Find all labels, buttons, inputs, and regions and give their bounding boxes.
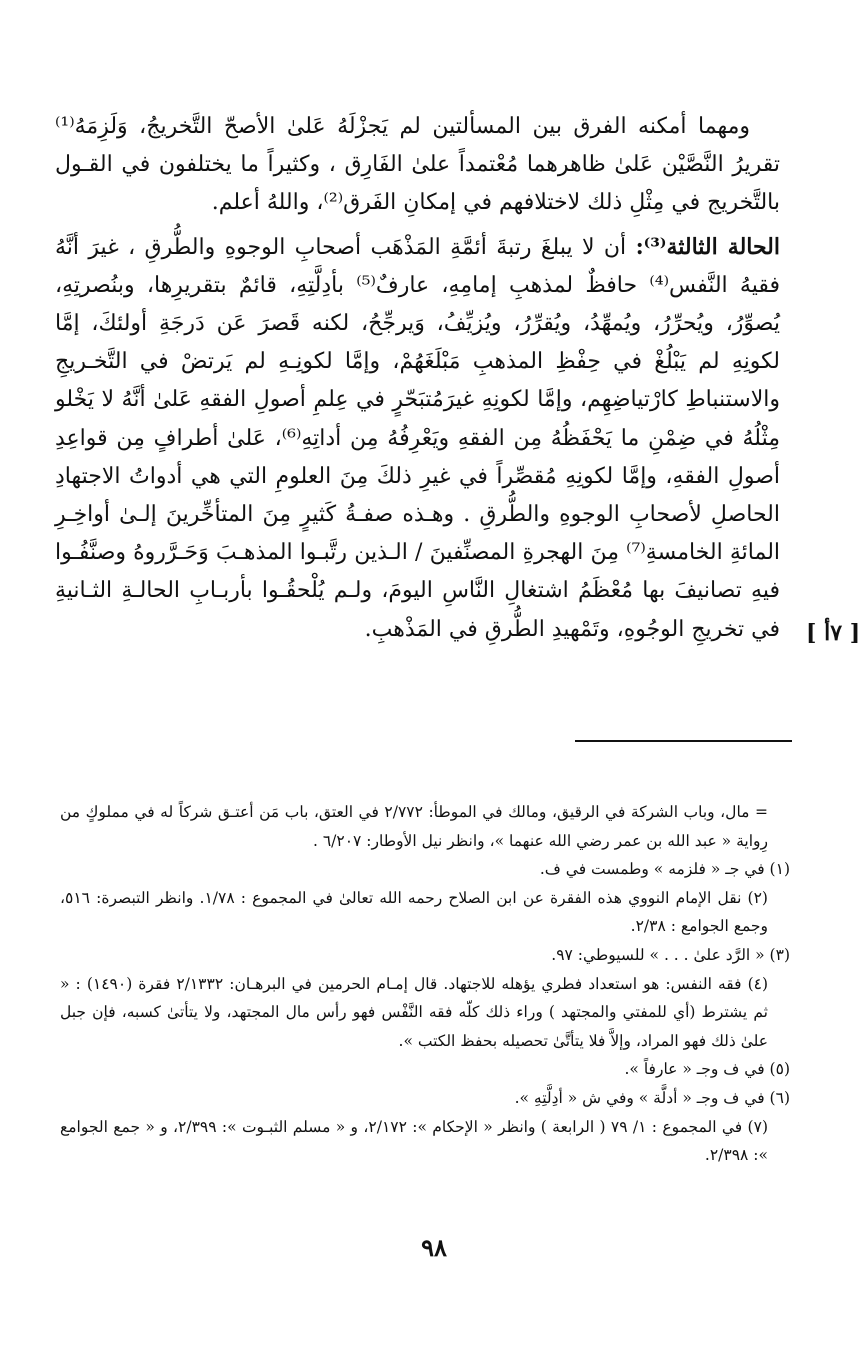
section-heading: الحالة الثالثة⁽³⁾:	[635, 233, 781, 260]
footnote-1: (١) في جـ « فلزمه » وطمست في ف.	[539, 860, 790, 879]
page-number: ٩٨	[421, 1233, 447, 1262]
paragraph-1: ومهما أمكنه الفرق بين المسألتين لم يَجزْلَهُ عَلىٰ الأصحّ التَّخريجُ، وَلَزِمَهُ⁽¹⁾ تقريرُ النَّصَّيْن عَلىٰ ظاهرهما مُعْتمداً علىٰ الفَارِق ، وكثيراً ما يختلفون في القـول بالتَّخريج في مِثْلِ ذلك لاختلافهم في إمكانِ الفَرق⁽²⁾، واللهُ أعلم.	[55, 114, 780, 216]
footnote-2: (٢) نقل الإمام النووي هذه الفقرة عن ابن الصلاح رحمه الله تعالىٰ في المجموع : ١/٧٨. وانظر التبصرة: ٥١٦، وجمع الجوامع : ٢/٣٨.	[60, 888, 768, 936]
footnotes	[60, 798, 790, 1170]
footnote-5: (٥) في ف وجـ « عارفاً ».	[624, 1060, 790, 1079]
main-text	[55, 108, 780, 649]
footnote-continued: = مال، وباب الشركة في الرقيق، ومالك في الموطأ: ٢/٧٧٢ في العتق، باب مَن أعتـق شركاً له في مملوكٍ من رِواية « عبد الله بن عمر رضي الله عنهما »، وانظر نيل الأوطار: ٦/٢٠٧ .	[60, 803, 768, 850]
manuscript-folio-marker: [ ٧أ ]	[806, 620, 861, 646]
footnote-3: (٣) « الرَّد علىٰ . . . » للسيوطي: ٩٧.	[551, 945, 790, 964]
paragraph-2	[55, 228, 780, 649]
footnote-separator	[575, 740, 792, 742]
footnote-4: (٤) فقه النفس: هو استعداد فطري يؤهله للاجتهاد. قال إمـام الحرمين في البرهـان: ٢/١٣٣٢ فقرة (١٤٩٠) : « ثم يشترط (أي للمفتي والمجتهد ) وراء ذلك كلّه فقه النَّفْس فهو رأس مال المجتهد، ولا يتأتىٰ كسبه، فإن جبل علىٰ ذلك فهو المراد، وإلاَّ فلا يتأتَّىٰ تحصيله بحفظ الكتب ».	[60, 974, 769, 1050]
paragraph-2-body: أن لا يبلغَ رتبةَ أئمَّةِ المَذْهَب أصحابِ الوجوهِ والطُّرقِ ، غيرَ أنَّهُ فقيهُ النَّفس⁽⁴⁾ حافظٌ لمذهبِ إمامِهِ، عارفٌ⁽⁵⁾ بأدِلَّتِهِ، قائمٌ بتقريرِها، وبنُصرتِهِ، يُصوِّرُ، ويُحرِّرُ، ويُمهِّدُ، ويُقرِّرُ، ويُزيِّفُ، وَيرجِّحُ، لكنه قَصرَ عَن دَرجَةِ أولئكَ، إمَّا لكونِهِ لم يَبْلُغْ في حِفْظِ المذهبِ مَبْلَغَهُمْ، وإمَّا لكونِـهِ لم يَرتضْ في التَّخـريجِ والاستنباطِ كارْتياضِهِم، وإمَّا لكونِهِ غيرَمُتبَحّرٍ في عِلمِ أصولِ الفقهِ عَلىٰ أنَّهُ لا يَخْلو مِثْلُهُ في ضِمْنِ ما يَحْفَظُهُ مِن الفقهِ ويَعْرِفُهُ مِن أداتِهِ⁽⁶⁾، عَلىٰ أطرافٍ مِن قواعِدِ أصولِ الفقهِ، وإمَّا لكونِهِ مُقصِّراً في غيرِ ذلكَ مِنَ العلومِ التي هي أدواتُ الاجتهادِ الحاصلِ لأصحابِ الوجوهِ والطُّرقِ . وهـذه صفـةُ كَثيرٍ مِنَ المتأخِّرينَ إلـىٰ أواخِـرِ المائةِ الخامسةِ⁽⁷⁾ مِنَ الهجرةِ المصنِّفينَ / الـذين رتَّبـوا المذهـبَ وَحَـرَّروهُ وصنَّفُـوا فيهِ تصانيفَ بها مُعْظَمُ اشتغالِ النَّاسِ اليومَ، ولـم يُلْحقُـوا بأربـابِ الحالـةِ الثـانيةِ في تخريجِ الوجُوهِ، وتَمْهيدِ الطُّرقِ في المَذْهبِ.	[55, 234, 781, 642]
footnote-7: (٧) في المجموع : ١/ ٧٩ ( الرابعة ) وانظر « الإحكام »: ٢/١٧٢، و « مسلم الثبـوت »: ٢/٣٩٩، و « جمع الجوامع »: ٢/٣٩٨.	[60, 1117, 768, 1165]
footnote-6: (٦) في ف وجـ « أدلَّة » وفي ش « أدِلَّتِهِ ».	[514, 1088, 790, 1107]
